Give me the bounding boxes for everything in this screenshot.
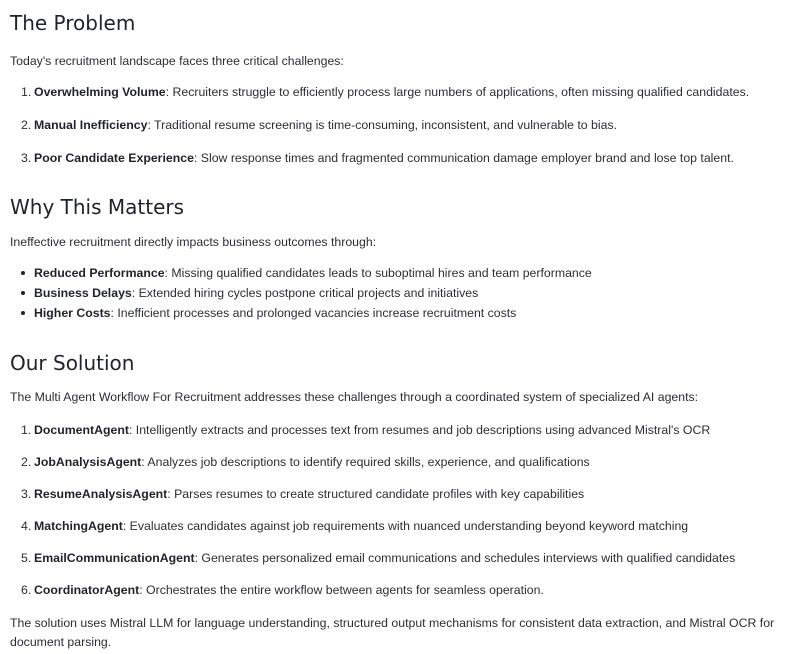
item-term: MatchingAgent	[34, 519, 123, 533]
item-desc: : Extended hiring cycles postpone critical projects and initiatives	[131, 286, 479, 300]
list-number: 2.	[21, 455, 32, 469]
list-item	[34, 264, 790, 284]
item-desc: : Inefficient processes and prolonged vacancies increase recruitment costs	[110, 306, 517, 320]
item-term: Overwhelming Volume	[34, 85, 166, 99]
list-item	[21, 517, 790, 549]
item-desc: : Missing qualified candidates leads to suboptimal hires and team performance	[164, 266, 592, 280]
problem-list	[10, 83, 790, 182]
problem-intro: Today's recruitment landscape faces three critical challenges:	[10, 54, 344, 68]
list-item	[21, 116, 790, 149]
list-item	[21, 581, 790, 613]
item-desc: : Intelligently extracts and processes text from resumes and job descriptions using advanced Mistral's OCR	[128, 423, 711, 437]
item-desc: : Traditional resume screening is time-consuming, inconsistent, and vulnerable to bias.	[147, 118, 618, 132]
heading-our-solution: Our Solution	[10, 351, 135, 375]
item-term: Poor Candidate Experience	[34, 151, 194, 165]
solution-intro: The Multi Agent Workflow For Recruitment addresses these challenges through a coordinated system of specialized AI agents:	[10, 390, 699, 404]
bullet-icon	[21, 311, 25, 315]
item-desc: : Parses resumes to create structured candidate profiles with key capabilities	[167, 487, 585, 501]
list-item	[21, 485, 790, 517]
why-intro: Ineffective recruitment directly impacts business outcomes through:	[10, 235, 377, 249]
item-term: ResumeAnalysisAgent	[34, 487, 168, 501]
item-term: EmailCommunicationAgent	[34, 551, 195, 565]
item-desc: : Slow response times and fragmented communication damage employer brand and lose top talent.	[193, 151, 734, 165]
list-number: 3.	[21, 487, 32, 501]
list-number: 6.	[21, 583, 32, 597]
heading-the-problem: The Problem	[10, 11, 136, 35]
item-desc: : Recruiters struggle to efficiently process large numbers of applications, often missing qualified candidates.	[165, 85, 750, 99]
list-number: 5.	[21, 551, 32, 565]
list-number: 1.	[21, 423, 32, 437]
item-term: Reduced Performance	[34, 266, 165, 280]
impact-list	[10, 264, 790, 324]
item-term: JobAnalysisAgent	[34, 455, 142, 469]
list-number: 4.	[21, 519, 32, 533]
item-term: CoordinatorAgent	[34, 583, 140, 597]
bullet-icon	[21, 291, 25, 295]
bullet-icon	[21, 271, 25, 275]
item-term: Business Delays	[34, 286, 132, 300]
list-item	[21, 83, 790, 116]
item-desc: : Orchestrates the entire workflow between agents for seamless operation.	[139, 583, 544, 597]
item-term: Higher Costs	[34, 306, 111, 320]
item-desc: : Analyzes job descriptions to identify required skills, experience, and qualifications	[141, 455, 590, 469]
solution-closing: The solution uses Mistral LLM for language understanding, structured output mechanisms for consistent data extraction, and Mistral OCR for document parsing.	[10, 616, 775, 649]
list-item	[21, 421, 790, 453]
agent-list	[10, 421, 790, 613]
list-item	[34, 304, 790, 324]
list-number: 2.	[21, 118, 32, 132]
item-term: DocumentAgent	[34, 423, 129, 437]
list-number: 3.	[21, 151, 32, 165]
item-desc: : Generates personalized email communications and schedules interviews with qualified candidates	[194, 551, 736, 565]
list-item	[21, 549, 790, 581]
list-item	[21, 149, 790, 182]
list-item	[34, 284, 790, 304]
list-item	[21, 453, 790, 485]
list-number: 1.	[21, 85, 32, 99]
item-term: Manual Inefficiency	[34, 118, 148, 132]
item-desc: : Evaluates candidates against job requirements with nuanced understanding beyond keyword matching	[122, 519, 689, 533]
heading-why-this-matters: Why This Matters	[10, 195, 185, 219]
